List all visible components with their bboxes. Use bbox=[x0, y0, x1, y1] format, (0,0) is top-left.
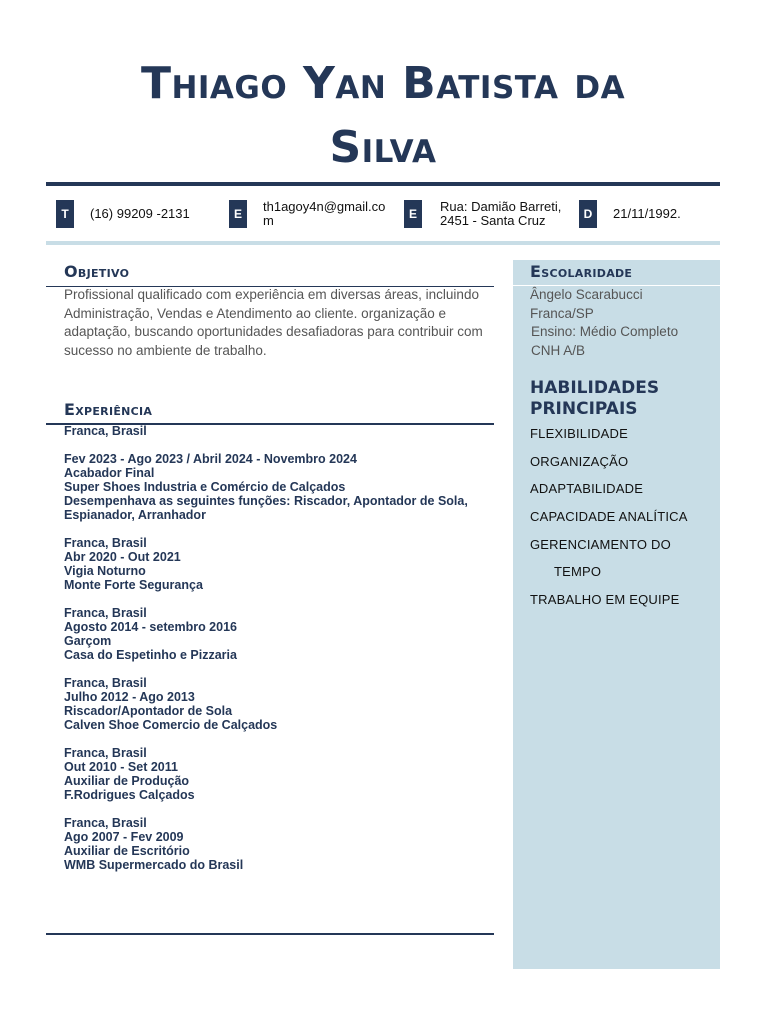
skills-heading-line-1: HABILIDADES bbox=[530, 378, 660, 398]
education-license: CNH A/B bbox=[531, 342, 586, 358]
email-line-2: m bbox=[263, 213, 274, 228]
exp-company: Monte Forte Segurança bbox=[64, 578, 203, 592]
address-line-1: Rua: Damião Barreti, bbox=[440, 199, 562, 214]
exp-company: Casa do Espetinho e Pizzaria bbox=[64, 648, 237, 662]
exp-dates: Fev 2023 - Ago 2023 / Abril 2024 - Novembro 2024 bbox=[64, 452, 357, 466]
exp-company: Calven Shoe Comercio de Calçados bbox=[64, 718, 278, 732]
exp-dates: Out 2010 - Set 2011 bbox=[64, 760, 178, 774]
experience-entry bbox=[64, 746, 494, 802]
name-line-1: Thiago Yan Batista da bbox=[140, 58, 626, 109]
experience-heading: Experiência bbox=[64, 400, 153, 419]
exp-dates: Abr 2020 - Out 2021 bbox=[64, 550, 181, 564]
skills-heading bbox=[530, 378, 710, 420]
birthdate-badge-icon: D bbox=[579, 200, 597, 228]
skill-item: GERENCIAMENTO DO bbox=[530, 537, 671, 552]
exp-dates: Ago 2007 - Fev 2009 bbox=[64, 830, 184, 844]
address-badge-icon: E bbox=[404, 200, 422, 228]
address-text bbox=[440, 200, 561, 228]
experience-list bbox=[64, 424, 494, 886]
education-details bbox=[530, 286, 710, 360]
exp-role: Auxiliar de Escritório bbox=[64, 844, 190, 858]
exp-role: Auxiliar de Produção bbox=[64, 774, 190, 788]
contact-row bbox=[0, 196, 768, 236]
skills-heading-line-2: PRINCIPAIS bbox=[530, 399, 638, 419]
skill-item: FLEXIBILIDADE bbox=[530, 426, 628, 441]
skill-item: CAPACIDADE ANALÍTICA bbox=[530, 509, 688, 524]
education-school: Ângelo Scarabucci bbox=[530, 287, 643, 302]
exp-role: Vigia Noturno bbox=[64, 564, 146, 578]
exp-company: F.Rodrigues Calçados bbox=[64, 788, 195, 802]
exp-location: Franca, Brasil bbox=[64, 746, 147, 760]
exp-description: Desempenhava as seguintes funções: Riscador, Apontador de Sola, Espianador, Arranhador bbox=[64, 494, 468, 522]
email-badge-icon: E bbox=[229, 200, 247, 228]
phone-text[interactable]: (16) 99209 -2131 bbox=[90, 206, 190, 221]
footer-divider bbox=[46, 933, 494, 935]
exp-role: Riscador/Apontador de Sola bbox=[64, 704, 233, 718]
contact-divider bbox=[46, 241, 720, 245]
sidebar-panel bbox=[513, 260, 720, 969]
address-line-2: 2451 - Santa Cruz bbox=[440, 213, 546, 228]
exp-role: Acabador Final bbox=[64, 466, 155, 480]
experience-entry bbox=[64, 424, 494, 522]
exp-location: Franca, Brasil bbox=[64, 536, 147, 550]
objective-text: Profissional qualificado com experiência em diversas áreas, incluindo Administração, Vendas e Atendimento ao cliente. organização e adaptação, buscando oportunidades desafiadoras para contribuir com sucesso no ambiente de trabalho. bbox=[64, 287, 483, 358]
exp-company: Super Shoes Industria e Comércio de Calçados bbox=[64, 480, 346, 494]
experience-entry bbox=[64, 606, 494, 662]
exp-role: Garçom bbox=[64, 634, 112, 648]
skill-item-continued: TEMPO bbox=[554, 564, 602, 579]
exp-location: Franca, Brasil bbox=[64, 424, 147, 438]
objective-heading: Objetivo bbox=[64, 262, 130, 281]
education-level: Ensino: Médio Completo bbox=[531, 324, 679, 339]
exp-company: WMB Supermercado do Brasil bbox=[64, 858, 244, 872]
exp-location: Franca, Brasil bbox=[64, 816, 147, 830]
exp-dates: Julho 2012 - Ago 2013 bbox=[64, 690, 195, 704]
skill-item: ADAPTABILIDADE bbox=[530, 481, 644, 496]
header-divider bbox=[46, 182, 720, 186]
skill-item: TRABALHO EM EQUIPE bbox=[530, 592, 680, 607]
experience-entry bbox=[64, 536, 494, 592]
education-heading: Escolaridade bbox=[530, 262, 633, 281]
exp-dates: Agosto 2014 - setembro 2016 bbox=[64, 620, 237, 634]
phone-badge-icon: T bbox=[56, 200, 74, 228]
birthdate-text: 21/11/1992. bbox=[613, 206, 681, 221]
email-line-1: th1agoy4n@gmail.co bbox=[263, 199, 386, 214]
name-line-2: Silva bbox=[329, 122, 437, 173]
experience-entry bbox=[64, 676, 494, 732]
email-text[interactable] bbox=[263, 200, 385, 228]
skill-item: ORGANIZAÇÃO bbox=[530, 454, 629, 469]
exp-location: Franca, Brasil bbox=[64, 676, 147, 690]
exp-spacer bbox=[64, 438, 494, 452]
education-city: Franca/SP bbox=[530, 305, 594, 321]
exp-location: Franca, Brasil bbox=[64, 606, 147, 620]
experience-entry bbox=[64, 816, 494, 872]
page-title bbox=[48, 52, 718, 180]
